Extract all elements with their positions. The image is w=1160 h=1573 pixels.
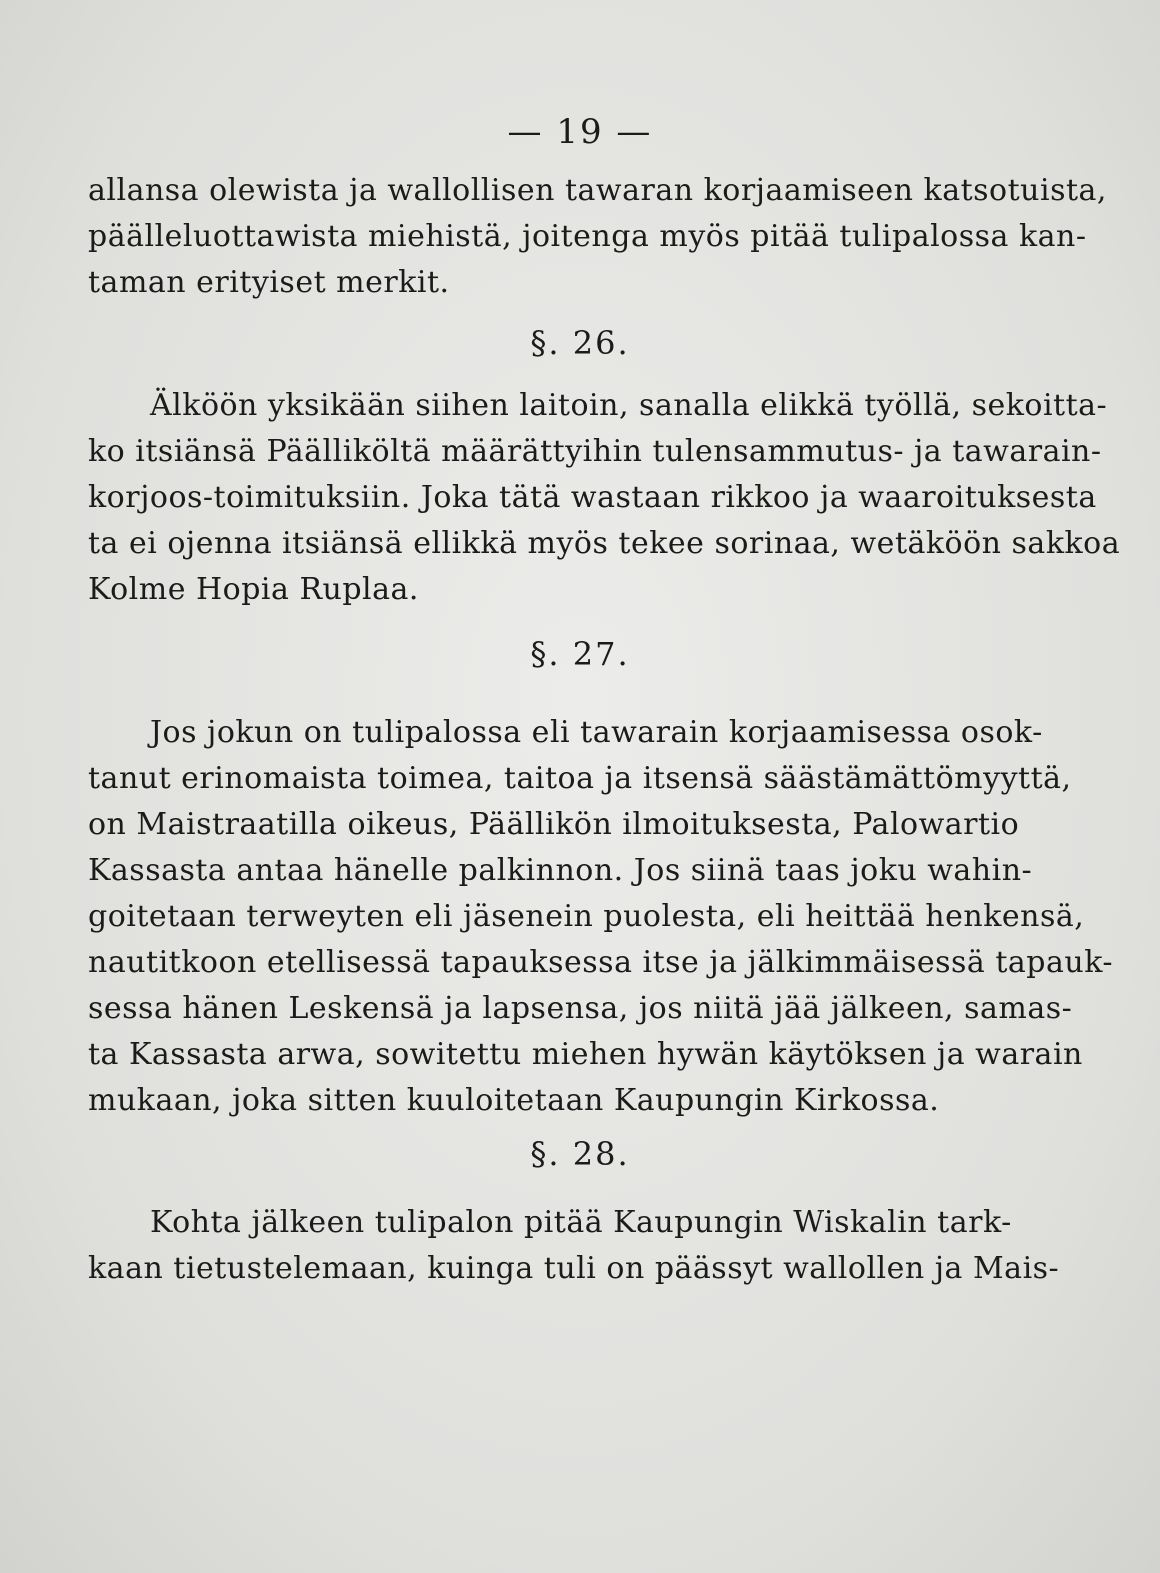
text-line: ta Kassasta arwa, sowitettu miehen hywän käytöksen ja warain bbox=[88, 1037, 1083, 1072]
paragraph-continuation bbox=[88, 168, 1107, 306]
section-heading-26: §. 26. bbox=[530, 324, 630, 362]
page-number: — 19 — bbox=[507, 112, 653, 152]
text-line: allansa olewista ja wallollisen tawaran korjaamiseen katsotuista, bbox=[88, 173, 1107, 208]
paragraph-section-26 bbox=[88, 383, 1121, 613]
text-line: goitetaan terweyten eli jäsenein puolesta, eli heittää henkensä, bbox=[88, 899, 1085, 934]
text-line: nautitkoon etellisessä tapauksessa itse ja jälkimmäisessä tapauk- bbox=[88, 945, 1113, 980]
text-line: tanut erinomaista toimea, taitoa ja itsensä säästämättömyyttä, bbox=[88, 761, 1072, 796]
text-line: korjoos-toimituksiin. Joka tätä wastaan rikkoo ja waaroituksesta bbox=[88, 480, 1097, 515]
text-line: Kolme Hopia Ruplaa. bbox=[88, 572, 419, 607]
text-line: on Maistraatilla oikeus, Päällikön ilmoituksesta, Palowartio bbox=[88, 807, 1020, 842]
text-line: sessa hänen Leskensä ja lapsensa, jos niitä jää jälkeen, samas- bbox=[88, 991, 1073, 1026]
text-line: Kohta jälkeen tulipalon pitää Kaupungin Wiskalin tark- bbox=[150, 1205, 1012, 1240]
text-line: mukaan, joka sitten kuuloitetaan Kaupungin Kirkossa. bbox=[88, 1083, 940, 1118]
section-heading-27: §. 27. bbox=[530, 635, 630, 673]
text-line: Jos jokun on tulipalossa eli tawarain korjaamisessa osok- bbox=[150, 715, 1043, 750]
text-line: Älköön yksikään siihen laitoin, sanalla elikkä työllä, sekoitta- bbox=[150, 388, 1108, 423]
text-line: Kassasta antaa hänelle palkinnon. Jos siinä taas joku wahin- bbox=[88, 853, 1033, 888]
text-line: päälleluottawista miehistä, joitenga myös pitää tulipalossa kan- bbox=[88, 219, 1087, 254]
text-line: kaan tietustelemaan, kuinga tuli on päässyt wallollen ja Mais- bbox=[88, 1251, 1060, 1286]
paragraph-section-28 bbox=[88, 1200, 1060, 1292]
text-line: ko itsiänsä Päälliköltä määrättyihin tulensammutus- ja tawarain- bbox=[88, 434, 1102, 469]
text-line: taman erityiset merkit. bbox=[88, 265, 450, 300]
text-line: ta ei ojenna itsiänsä ellikkä myös tekee sorinaa, wetäköön sakkoa bbox=[88, 526, 1121, 561]
paragraph-section-27 bbox=[88, 710, 1113, 1124]
section-heading-28: §. 28. bbox=[530, 1135, 630, 1173]
